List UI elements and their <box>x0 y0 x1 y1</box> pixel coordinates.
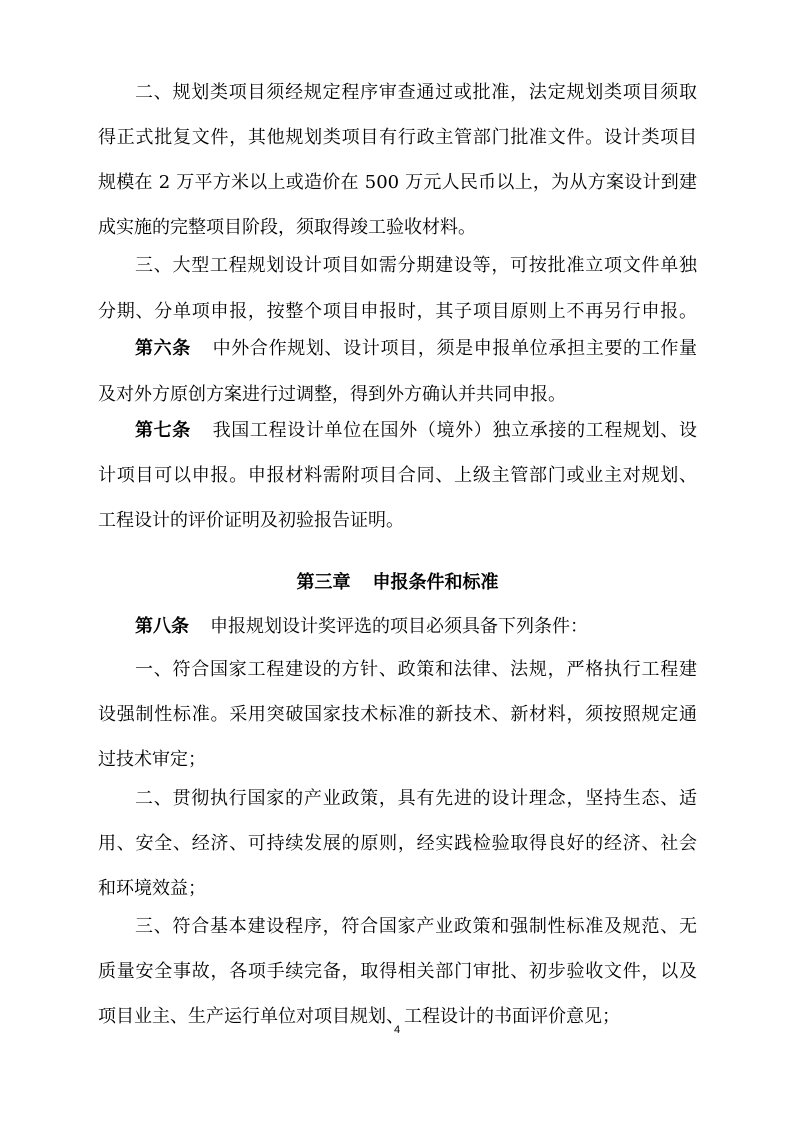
article-6 <box>98 334 697 410</box>
article-6-label: 第六条 <box>135 338 191 359</box>
text-line: 三、符合基本建设程序，符合国家产业政策和强制性标准及规范、无 <box>135 916 697 937</box>
article-6-text: 中外合作规划、设计项目，须是申报单位承担主要的工作量 <box>211 338 698 359</box>
text-line: 规模在 2 万平方米以上或造价在 500 万元人民币以上，为从方案设计到建 <box>98 172 697 193</box>
text-line: 二、贯彻执行国家的产业政策，具有先进的设计理念，坚持生态、适 <box>135 788 697 809</box>
article-8-text: 申报规划设计奖评选的项目必须具备下列条件： <box>210 616 588 637</box>
condition-1 <box>98 655 697 775</box>
text-line: 及对外方原创方案进行过调整，得到外方确认并共同申报。 <box>98 384 566 405</box>
chapter-number: 第三章 <box>296 572 351 593</box>
text-line <box>98 612 697 642</box>
text-line: 一、符合国家工程建设的方针、政策和法律、法规，严格执行工程建 <box>135 659 697 680</box>
page-number: 4 <box>393 1024 401 1036</box>
article-7 <box>98 416 697 536</box>
text-line: 过技术审定； <box>98 749 206 770</box>
condition-2 <box>98 784 697 904</box>
chapter-heading <box>98 568 697 598</box>
text-line: 成实施的完整项目阶段，须取得竣工验收材料。 <box>98 217 476 238</box>
text-line: 工程设计的评价证明及初验报告证明。 <box>98 510 404 531</box>
article-8-label: 第八条 <box>135 616 189 637</box>
text-line: 质量安全事故，各项手续完备，取得相关部门审批、初步验收文件，以及 <box>98 961 697 982</box>
text-line: 设强制性标准。采用突破国家技术标准的新技术、新材料，须按照规定通 <box>98 704 697 725</box>
text-line: 计项目可以申报。申报材料需附项目合同、上级主管部门或业主对规划、 <box>98 465 697 486</box>
chapter-title: 申报条件和标准 <box>372 572 499 593</box>
article-7-label: 第七条 <box>135 420 191 441</box>
text-line: 用、安全、经济、可持续发展的原则，经实践检验取得良好的经济、社会 <box>98 833 697 854</box>
text-line: 分期、分单项申报，按整个项目申报时，其子项目原则上不再另行申报。 <box>98 301 697 322</box>
text-line <box>98 416 697 446</box>
condition-3 <box>98 912 697 1032</box>
paragraph-phased-projects <box>98 251 697 327</box>
paragraph-planning-approval <box>98 78 697 243</box>
text-line: 三、大型工程规划设计项目如需分期建设等，可按批准立项文件单独 <box>135 255 697 276</box>
text-line: 二、规划类项目须经规定程序审查通过或批准，法定规划类项目须取 <box>135 82 697 103</box>
text-line: 和环境效益； <box>98 878 206 899</box>
text-line: 项目业主、生产运行单位对项目规划、工程设计的书面评价意见； <box>98 1006 620 1027</box>
text-line <box>98 334 697 364</box>
article-7-text: 我国工程设计单位在国外（境外）独立承接的工程规划、设 <box>211 420 698 441</box>
text-line: 得正式批复文件，其他规划类项目有行政主管部门批准文件。设计类项目 <box>98 127 697 148</box>
article-8 <box>98 612 697 642</box>
